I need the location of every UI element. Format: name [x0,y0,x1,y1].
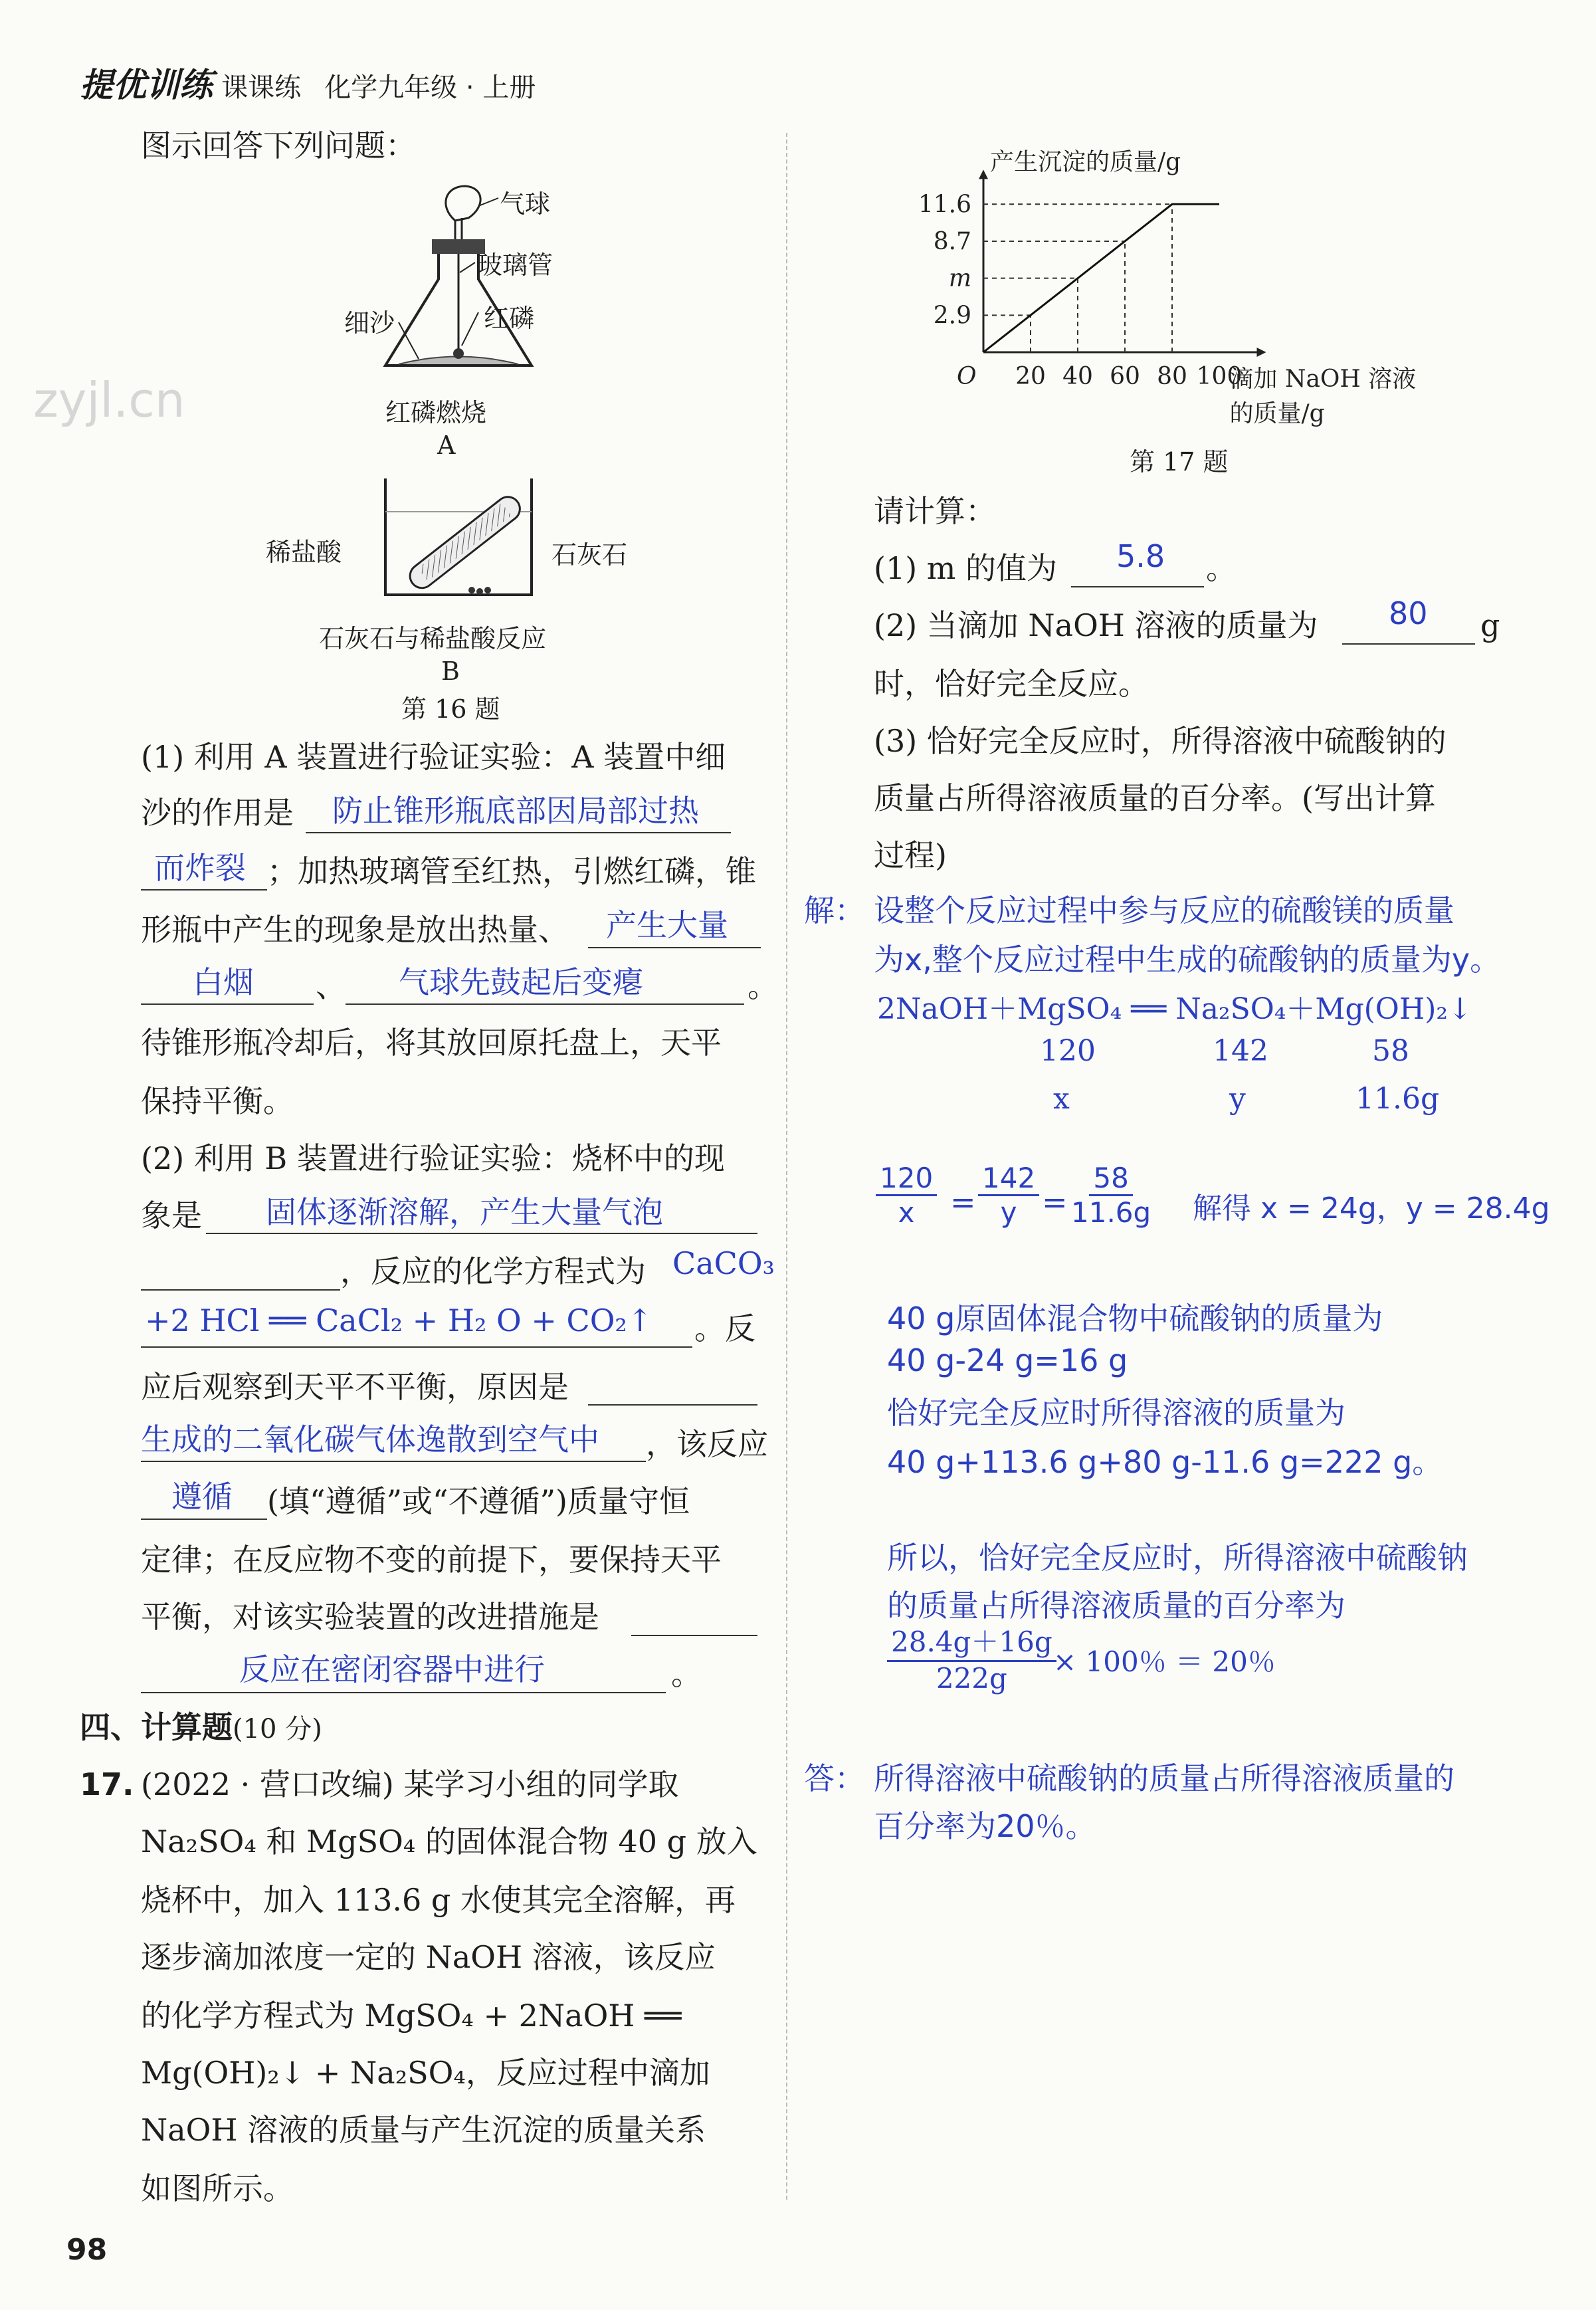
y-axis-title: 产生沉淀的质量/g [990,148,1181,176]
calc-line5: 所以，恰好完全反应时，所得溶液中硫酸钠 [887,1540,1468,1576]
unknown-x: x [1053,1082,1070,1116]
equals-2: = [1042,1184,1068,1220]
q16-2-line3: ，反应的化学方程式为 [340,1253,646,1289]
q16-2-line4-end: 。反 [694,1311,755,1346]
answer-equation-part2: +2 HCl ══ CaCl₂ + H₂ O + CO₂↑ [145,1303,653,1338]
answer-phenomenon-2: 气球先鼓起后变瘪 [399,964,643,1000]
y-tick-label: m [948,264,971,292]
q17-line1: (2022 · 营口改编) 某学习小组的同学取 [141,1766,679,1802]
solve-result: 解得 x = 24g，y = 28.4g [1193,1192,1550,1225]
page-number: 98 [66,2233,108,2267]
answer-imbalance-reason: 生成的二氧化碳气体逸散到空气中 [141,1421,599,1457]
q17-line7: NaOH 溶液的质量与产生沉淀的质量关系 [141,2112,706,2148]
q17-1: (1) m 的值为 [874,550,1058,586]
figure-b-caption: 石灰石与稀盐酸反应 [319,624,547,653]
label-balloon: 气球 [500,189,551,219]
calc-line4: 40 g+113.6 g+80 g-11.6 g=222 g。 [887,1444,1443,1480]
origin-label: O [957,363,977,390]
molar-mass-1: 120 [1040,1034,1096,1068]
q17-number: 17. [80,1766,134,1802]
q17-line6: Mg(OH)₂↓ + Na₂SO₄，反应过程中滴加 [141,2055,710,2091]
ask-text: 请计算： [874,493,996,529]
q16-1-line3: ；加热玻璃管至红热，引燃红磷，锥 [267,853,756,889]
q16-1-line7: 保持平衡。 [141,1083,294,1119]
unknown-y: y [1229,1082,1246,1116]
x-axis-title-line1: 滴加 NaOH 溶液 [1229,366,1417,393]
answer-equation-part1: CaCO₃ [672,1245,775,1281]
fraction-3: $\frac{58}{11.6g}$ [1071,1162,1151,1229]
watermark: zyjl.cn [33,372,185,428]
answer-label: 答： [804,1760,865,1796]
figure-b-letter: B [441,657,460,686]
x-axis-arrow [1257,348,1266,357]
figure-b-apparatus [372,472,545,605]
figure-17-caption: 第 17 题 [1130,447,1229,476]
q16-2-line1: (2) 利用 B 装置进行验证实验：烧杯中的现 [141,1140,725,1176]
q16-2-line2: 象是 [141,1198,202,1233]
period-2: 。 [671,1656,702,1692]
calc-line3: 恰好完全反应时所得溶液的质量为 [887,1395,1346,1431]
answer-line1: 所得溶液中硫酸钠的质量占所得溶液质量的 [874,1760,1454,1796]
answer-phenomenon-1-cont: 白烟 [193,964,254,1000]
known-mass: 11.6g [1355,1082,1440,1116]
y-tick-label: 11.6 [918,191,971,219]
figure-a-caption: 红磷燃烧 [385,398,487,427]
molar-mass-3: 58 [1372,1034,1409,1068]
q17-line4: 逐步滴加浓度一定的 NaOH 溶液，该反应 [141,1939,716,1975]
answer-naoh-mass: 80 [1389,595,1428,631]
label-red-phosphorus: 红磷 [484,304,535,333]
calc-line6: 的质量占所得溶液质量的百分率为 [887,1588,1346,1624]
answer-phenomenon-1: 产生大量 [606,907,728,943]
section-title: 四、计算题(10 分) [80,1709,322,1745]
figure-16-caption: 第 16 题 [401,694,500,724]
q16-2-line6-end: ，该反应 [646,1426,768,1462]
balloon-shape [446,186,480,221]
q17-2-line2: 时，恰好完全反应。 [874,666,1149,702]
q17-1-end: 。 [1206,550,1237,586]
answer-sand-purpose: 防止锥形瓶底部因局部过热 [332,793,699,829]
solution-line1: 设整个反应过程中参与反应的硫酸镁的质量 [874,892,1454,928]
label-limestone: 石灰石 [551,540,628,570]
answer-sand-purpose-cont: 而炸裂 [154,850,246,886]
label-sand: 细沙 [344,308,395,338]
answer-improvement: 反应在密闭容器中进行 [239,1651,545,1687]
y-tick-label: 8.7 [933,227,971,255]
answer-m-value: 5.8 [1116,538,1165,574]
q17-2: (2) 当滴加 NaOH 溶液的质量为 [874,607,1318,643]
label-glass-tube: 玻璃管 [477,251,553,280]
y-tick-label: 2.9 [933,302,971,330]
fraction-1: $\frac{120}{x}$ [876,1162,937,1229]
q16-2-line9: 平衡，对该实验装置的改进措施是 [141,1599,599,1635]
x-axis-title-line2: 的质量/g [1229,400,1325,427]
period: 。 [748,968,778,1004]
solution-equation: 2NaOH＋MgSO₄ ══ Na₂SO₄＋Mg(OH)₂↓ [877,992,1472,1026]
q16-1-line6: 待锥形瓶冷却后，将其放回原托盘上，天平 [141,1025,722,1061]
solution-label: 解： [804,892,865,928]
x-tick-label: 60 [1110,363,1140,390]
q17-3-line1: (3) 恰好完全反应时，所得溶液中硫酸钠的 [874,723,1446,759]
x-tick-label: 80 [1157,363,1187,390]
q16-2-line8: 定律；在反应物不变的前提下，要保持天平 [141,1542,722,1578]
q17-line8: 如图所示。 [141,2170,294,2206]
percent-fraction: $\frac{28.4g+16g}{222g}$ [887,1620,1056,1695]
answer-obeys-law: 遵循 [171,1479,233,1515]
calc-line2: 40 g-24 g=16 g [887,1342,1128,1378]
q17-line5: 的化学方程式为 MgSO₄ + 2NaOH ══ [141,1998,682,2034]
x-tick-label: 20 [1015,363,1046,390]
y-axis-arrow [979,169,988,179]
fraction-2: $\frac{142}{y}$ [978,1162,1039,1229]
column-divider [786,133,787,2200]
label-dilute-hcl: 稀盐酸 [266,538,342,567]
solution-line2: 为x,整个反应过程中生成的硫酸钠的质量为y。 [874,942,1501,978]
figure-a-letter: A [437,431,456,460]
q16-2-line5: 应后观察到天平不平衡，原因是 [141,1369,569,1405]
q16-2-line7: (填“遵循”或“不遵循”)质量守恒 [267,1483,690,1519]
x-tick-label: 100 [1196,363,1243,390]
precipitate-chart [864,120,1417,452]
q17-2-unit: g [1480,607,1500,643]
subject-title: 化学九年级 · 上册 [324,72,536,103]
q16-1-line2: 沙的作用是 [141,795,294,831]
separator: 、 [316,968,346,1004]
q17-line2: Na₂SO₄ 和 MgSO₄ 的固体混合物 40 g 放入 [141,1824,757,1859]
q17-3-line3: 过程) [874,837,947,873]
q16-1-line4: 形瓶中产生的现象是放出热量、 [141,912,569,948]
brand-logo: 提优训练 [80,66,213,104]
series-name: 课课练 [221,72,302,103]
calc-line1: 40 g原固体混合物中硫酸钠的质量为 [887,1301,1383,1336]
q17-line3: 烧杯中，加入 113.6 g 水使其完全溶解，再 [141,1882,736,1918]
q16-1-line1: (1) 利用 A 装置进行验证实验：A 装置中细 [141,739,726,775]
molar-mass-2: 142 [1213,1034,1268,1068]
answer-beaker-phenomenon: 固体逐渐溶解，产生大量气泡 [266,1194,663,1230]
percent-result: × 100％ ＝ 20％ [1053,1645,1276,1678]
x-tick-label: 40 [1062,363,1093,390]
answer-line2: 百分率为20％。 [874,1808,1096,1844]
q17-3-line2: 质量占所得溶液质量的百分率。(写出计算 [874,780,1436,816]
intro-text: 图示回答下列问题： [141,128,416,163]
equals-1: = [950,1184,976,1220]
page-header [80,58,536,106]
